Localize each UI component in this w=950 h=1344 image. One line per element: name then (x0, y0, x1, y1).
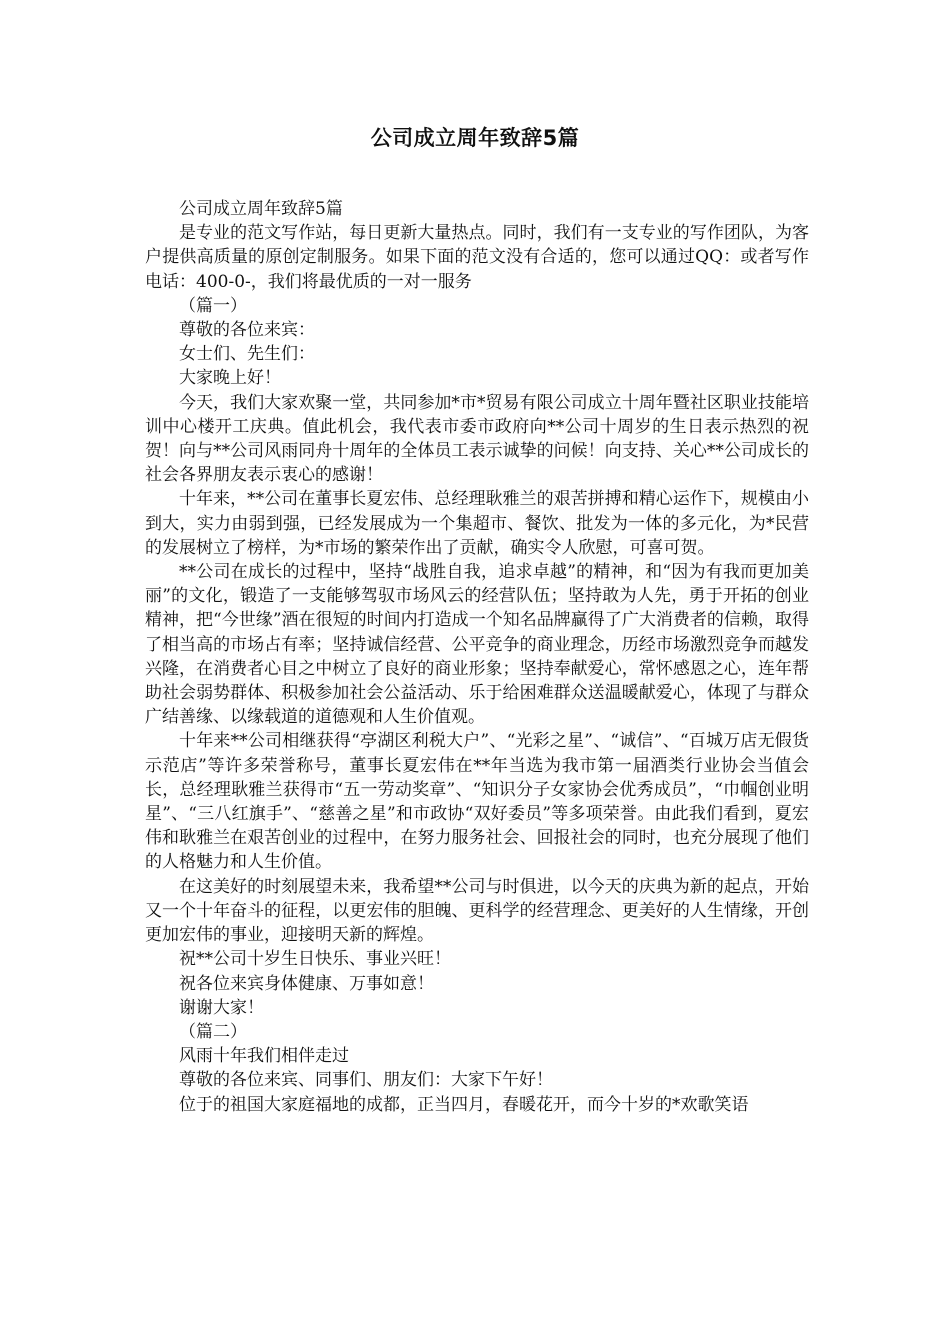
closing-line: 祝**公司十岁生日快乐、事业兴旺！ (179, 949, 451, 970)
salutation: 女士们、先生们： (179, 344, 315, 365)
closing-line: 谢谢大家！ (179, 997, 264, 1018)
document-title: 公司成立周年致辞5篇 (370, 126, 580, 150)
paragraph: **公司在成长的过程中，坚持“战胜自我，追求卓越”的精神，和“因为有我而更加美丽”的文化，锻造了一支能够驾驭市场风云的经营队伍；坚持敢为人先，勇于开拓的创业精神，把“今世缘”酒在很短的时间内打造成一个知名品牌赢得了广大消费者的信赖，取得了相当高的市场占有率；坚持诚信经营、公平竞争的商业理念，历经市场激烈竞争而越发兴隆，在消费者心目之中树立了良好的商业形象；坚持奉献爱心，常怀感恩之心，连年帮助社会弱势群体、积极参加社会公益活动、乐于给困难群众送温暖献爱心，体现了与群众广结善缘、以缘载道的道德观和人生价值观。 (145, 562, 809, 728)
paragraph: 风雨十年我们相伴走过 (179, 1046, 349, 1067)
section-heading-1: （篇一） (179, 295, 247, 316)
document-body (145, 197, 809, 1117)
section-heading-2: （篇二） (179, 1021, 247, 1042)
closing-line: 祝各位来宾身体健康、万事如意！ (179, 973, 434, 994)
greeting: 大家晚上好！ (179, 368, 281, 389)
paragraph: 位于的祖国大家庭福地的成都，正当四月，春暖花开，而今十岁的*欢歌笑语 (179, 1094, 749, 1115)
salutation: 尊敬的各位来宾、同事们、朋友们：大家下午好！ (179, 1070, 553, 1091)
paragraph-subtitle: 公司成立周年致辞5篇 (179, 199, 343, 219)
paragraph: 在这美好的时刻展望未来，我希望**公司与时俱进，以今天的庆典为新的起点，开始又一个十年奋斗的征程，以更宏伟的胆魄、更科学的经营理念、更美好的人生情缘，开创更加宏伟的事业，迎接明天新的辉煌。 (145, 876, 809, 946)
paragraph: 今天，我们大家欢聚一堂，共同参加*市*贸易有限公司成立十周年暨社区职业技能培训中心楼开工庆典。值此机会，我代表市委市政府向**公司十周岁的生日表示热烈的祝贺！向与**公司风雨同舟十周年的全体员工表示诚挚的问候！向支持、关心**公司成长的社会各界朋友表示衷心的感谢！ (145, 392, 809, 486)
paragraph: 十年来，**公司在董事长夏宏伟、总经理耿雅兰的艰苦拼搏和精心运作下，规模由小到大，实力由弱到强，已经发展成为一个集超市、餐饮、批发为一体的多元化，为*民营的发展树立了榜样，为*市场的繁荣作出了贡献，确实令人欣慰，可喜可贺。 (145, 489, 809, 558)
salutation: 尊敬的各位来宾： (179, 320, 315, 341)
paragraph: 十年来**公司相继获得“亭湖区利税大户”、“光彩之星”、“诚信”、“百城万店无假货示范店”等许多荣誉称号，董事长夏宏伟在**年当选为我市第一届酒类行业协会当值会长，总经理耿雅兰获得市“五一劳动奖章”、“知识分子女家协会优秀成员”，“巾帼创业明星”、“三八红旗手”、“慈善之星”和市政协“双好委员”等多项荣誉。由此我们看到，夏宏伟和耿雅兰在艰苦创业的过程中，在努力服务社会、回报社会的同时，也充分展现了他们的人格魅力和人生价值。 (145, 731, 809, 873)
paragraph-intro: 是专业的范文写作站，每日更新大量热点。同时，我们有一支专业的写作团队，为客户提供高质量的原创定制服务。如果下面的范文没有合适的，您可以通过QQ：或者写作电话：400-0-，我们将最优质的一对一服务 (145, 223, 809, 292)
